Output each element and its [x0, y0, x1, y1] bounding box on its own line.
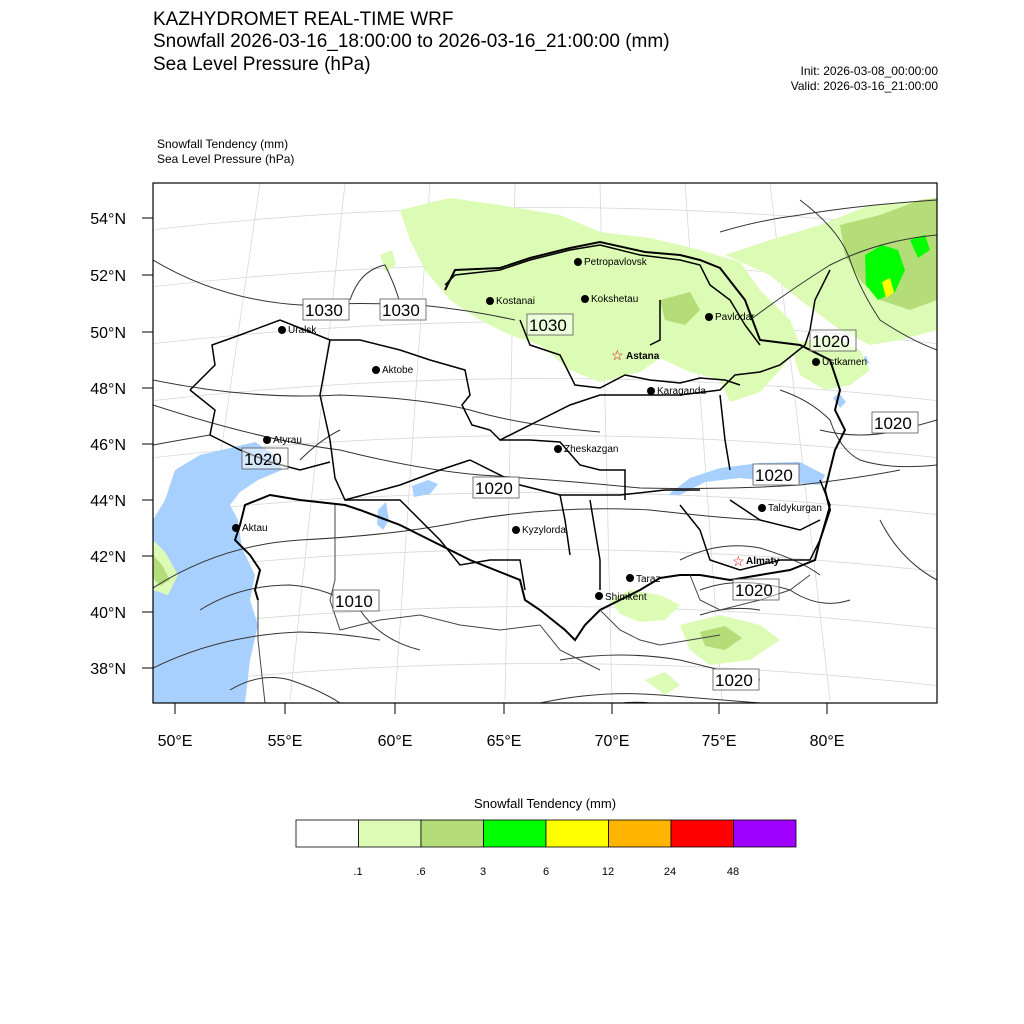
latitude-ticks: [142, 218, 153, 668]
field-label-snowfall: Snowfall Tendency (mm): [157, 137, 289, 151]
svg-text:Kokshetau: Kokshetau: [591, 294, 639, 305]
isobar-label: [753, 464, 799, 485]
lat-label: 52°N: [90, 268, 126, 285]
colorbar-tick: 6: [542, 866, 550, 878]
svg-text:1020: 1020: [715, 671, 753, 690]
svg-text:1030: 1030: [305, 301, 343, 320]
isobar-label: [242, 448, 288, 469]
lat-label: 40°N: [90, 605, 126, 622]
svg-text:1020: 1020: [244, 450, 282, 469]
svg-text:Atyrau: Atyrau: [273, 435, 302, 446]
isobar-label: [527, 314, 573, 335]
isobar-label: [473, 477, 519, 498]
lon-label: 60°E: [377, 733, 413, 750]
city-taldykurgan: [758, 503, 822, 514]
svg-text:1020: 1020: [735, 581, 773, 600]
colorbar-swatch: [296, 820, 359, 847]
svg-text:1030: 1030: [382, 301, 420, 320]
svg-text:Astana: Astana: [626, 351, 660, 362]
lon-label: 80°E: [809, 733, 845, 750]
svg-text:1020: 1020: [475, 479, 513, 498]
isobar-label: [303, 299, 349, 320]
capital-star-icon: ☆: [611, 347, 624, 363]
isobar-label: [810, 330, 856, 351]
svg-text:1010: 1010: [335, 592, 373, 611]
colorbar-tick: 12: [601, 866, 615, 878]
colorbar-swatch: [609, 820, 672, 847]
lat-label: 42°N: [90, 549, 126, 566]
lon-label: 75°E: [701, 733, 737, 750]
colorbar-tick: 48: [726, 866, 740, 878]
svg-text:Almaty: Almaty: [746, 556, 780, 567]
svg-text:Kostanai: Kostanai: [496, 296, 535, 307]
colorbar-swatch: [671, 820, 734, 847]
colorbar-tick: 3: [479, 866, 487, 878]
lon-label: 55°E: [267, 733, 303, 750]
lat-label: 46°N: [90, 437, 126, 454]
valid-time: Valid: 2026-03-16_21:00:00: [790, 79, 938, 93]
lon-label: 50°E: [157, 733, 193, 750]
svg-text:Karaganda: Karaganda: [657, 386, 706, 397]
city-petropavlovsk: [574, 257, 648, 268]
svg-text:Taldykurgan: Taldykurgan: [768, 503, 822, 514]
svg-text:1030: 1030: [529, 316, 567, 335]
colorbar-swatch: [359, 820, 422, 847]
map-subtitle-snowfall: Snowfall 2026-03-16_18:00:00 to 2026-03-16_21:00:00 (mm): [153, 31, 670, 52]
field-label-pressure: Sea Level Pressure (hPa): [157, 152, 295, 166]
lat-label: 44°N: [90, 493, 126, 510]
legend-title: Snowfall Tendency (mm): [473, 796, 617, 811]
init-time: Init: 2026-03-08_00:00:00: [800, 64, 938, 78]
lat-label: 38°N: [90, 661, 126, 678]
svg-text:Uralsk: Uralsk: [288, 325, 317, 336]
colorbar-tick: .6: [416, 866, 426, 878]
svg-text:Zheskazgan: Zheskazgan: [564, 444, 619, 455]
isobar-label: [713, 669, 759, 690]
colorbar: [295, 819, 797, 849]
svg-text:Pavlodar: Pavlodar: [715, 312, 755, 323]
svg-text:Taraz: Taraz: [636, 574, 661, 585]
lon-label: 70°E: [594, 733, 630, 750]
map-subtitle-pressure: Sea Level Pressure (hPa): [153, 54, 371, 75]
svg-text:Shimkent: Shimkent: [605, 592, 647, 603]
city-almaty: [732, 553, 780, 569]
latitude-labels: [90, 211, 126, 678]
svg-text:1020: 1020: [755, 466, 793, 485]
lat-label: 48°N: [90, 381, 126, 398]
lat-label: 50°N: [90, 325, 126, 342]
isobar-label: [380, 299, 426, 320]
svg-text:1020: 1020: [812, 332, 850, 351]
svg-text:Aktau: Aktau: [242, 523, 268, 534]
isobar-label: [733, 579, 779, 600]
colorbar-swatch: [421, 820, 484, 847]
colorbar-tick: 24: [663, 866, 677, 878]
colorbar-swatch: [734, 820, 797, 847]
city-zheskazgan: [554, 444, 618, 455]
colorbar-swatch: [546, 820, 609, 847]
svg-text:Kyzylorda: Kyzylorda: [522, 525, 566, 536]
svg-text:1020: 1020: [874, 414, 912, 433]
lon-label: 65°E: [486, 733, 522, 750]
svg-text:Petropavlovsk: Petropavlovsk: [584, 257, 647, 268]
colorbar-tick: .1: [353, 866, 363, 878]
isobar-label: [333, 590, 379, 611]
longitude-ticks: [175, 703, 827, 714]
lat-label: 54°N: [90, 211, 126, 228]
svg-text:Ustkamen: Ustkamen: [822, 357, 868, 368]
isobar-label: [872, 412, 918, 433]
longitude-labels: [158, 733, 845, 750]
map-title: KAZHYDROMET REAL-TIME WRF: [153, 9, 454, 30]
capital-star-icon: ☆: [732, 553, 745, 569]
colorbar-swatch: [484, 820, 547, 847]
svg-text:Aktobe: Aktobe: [382, 365, 414, 376]
